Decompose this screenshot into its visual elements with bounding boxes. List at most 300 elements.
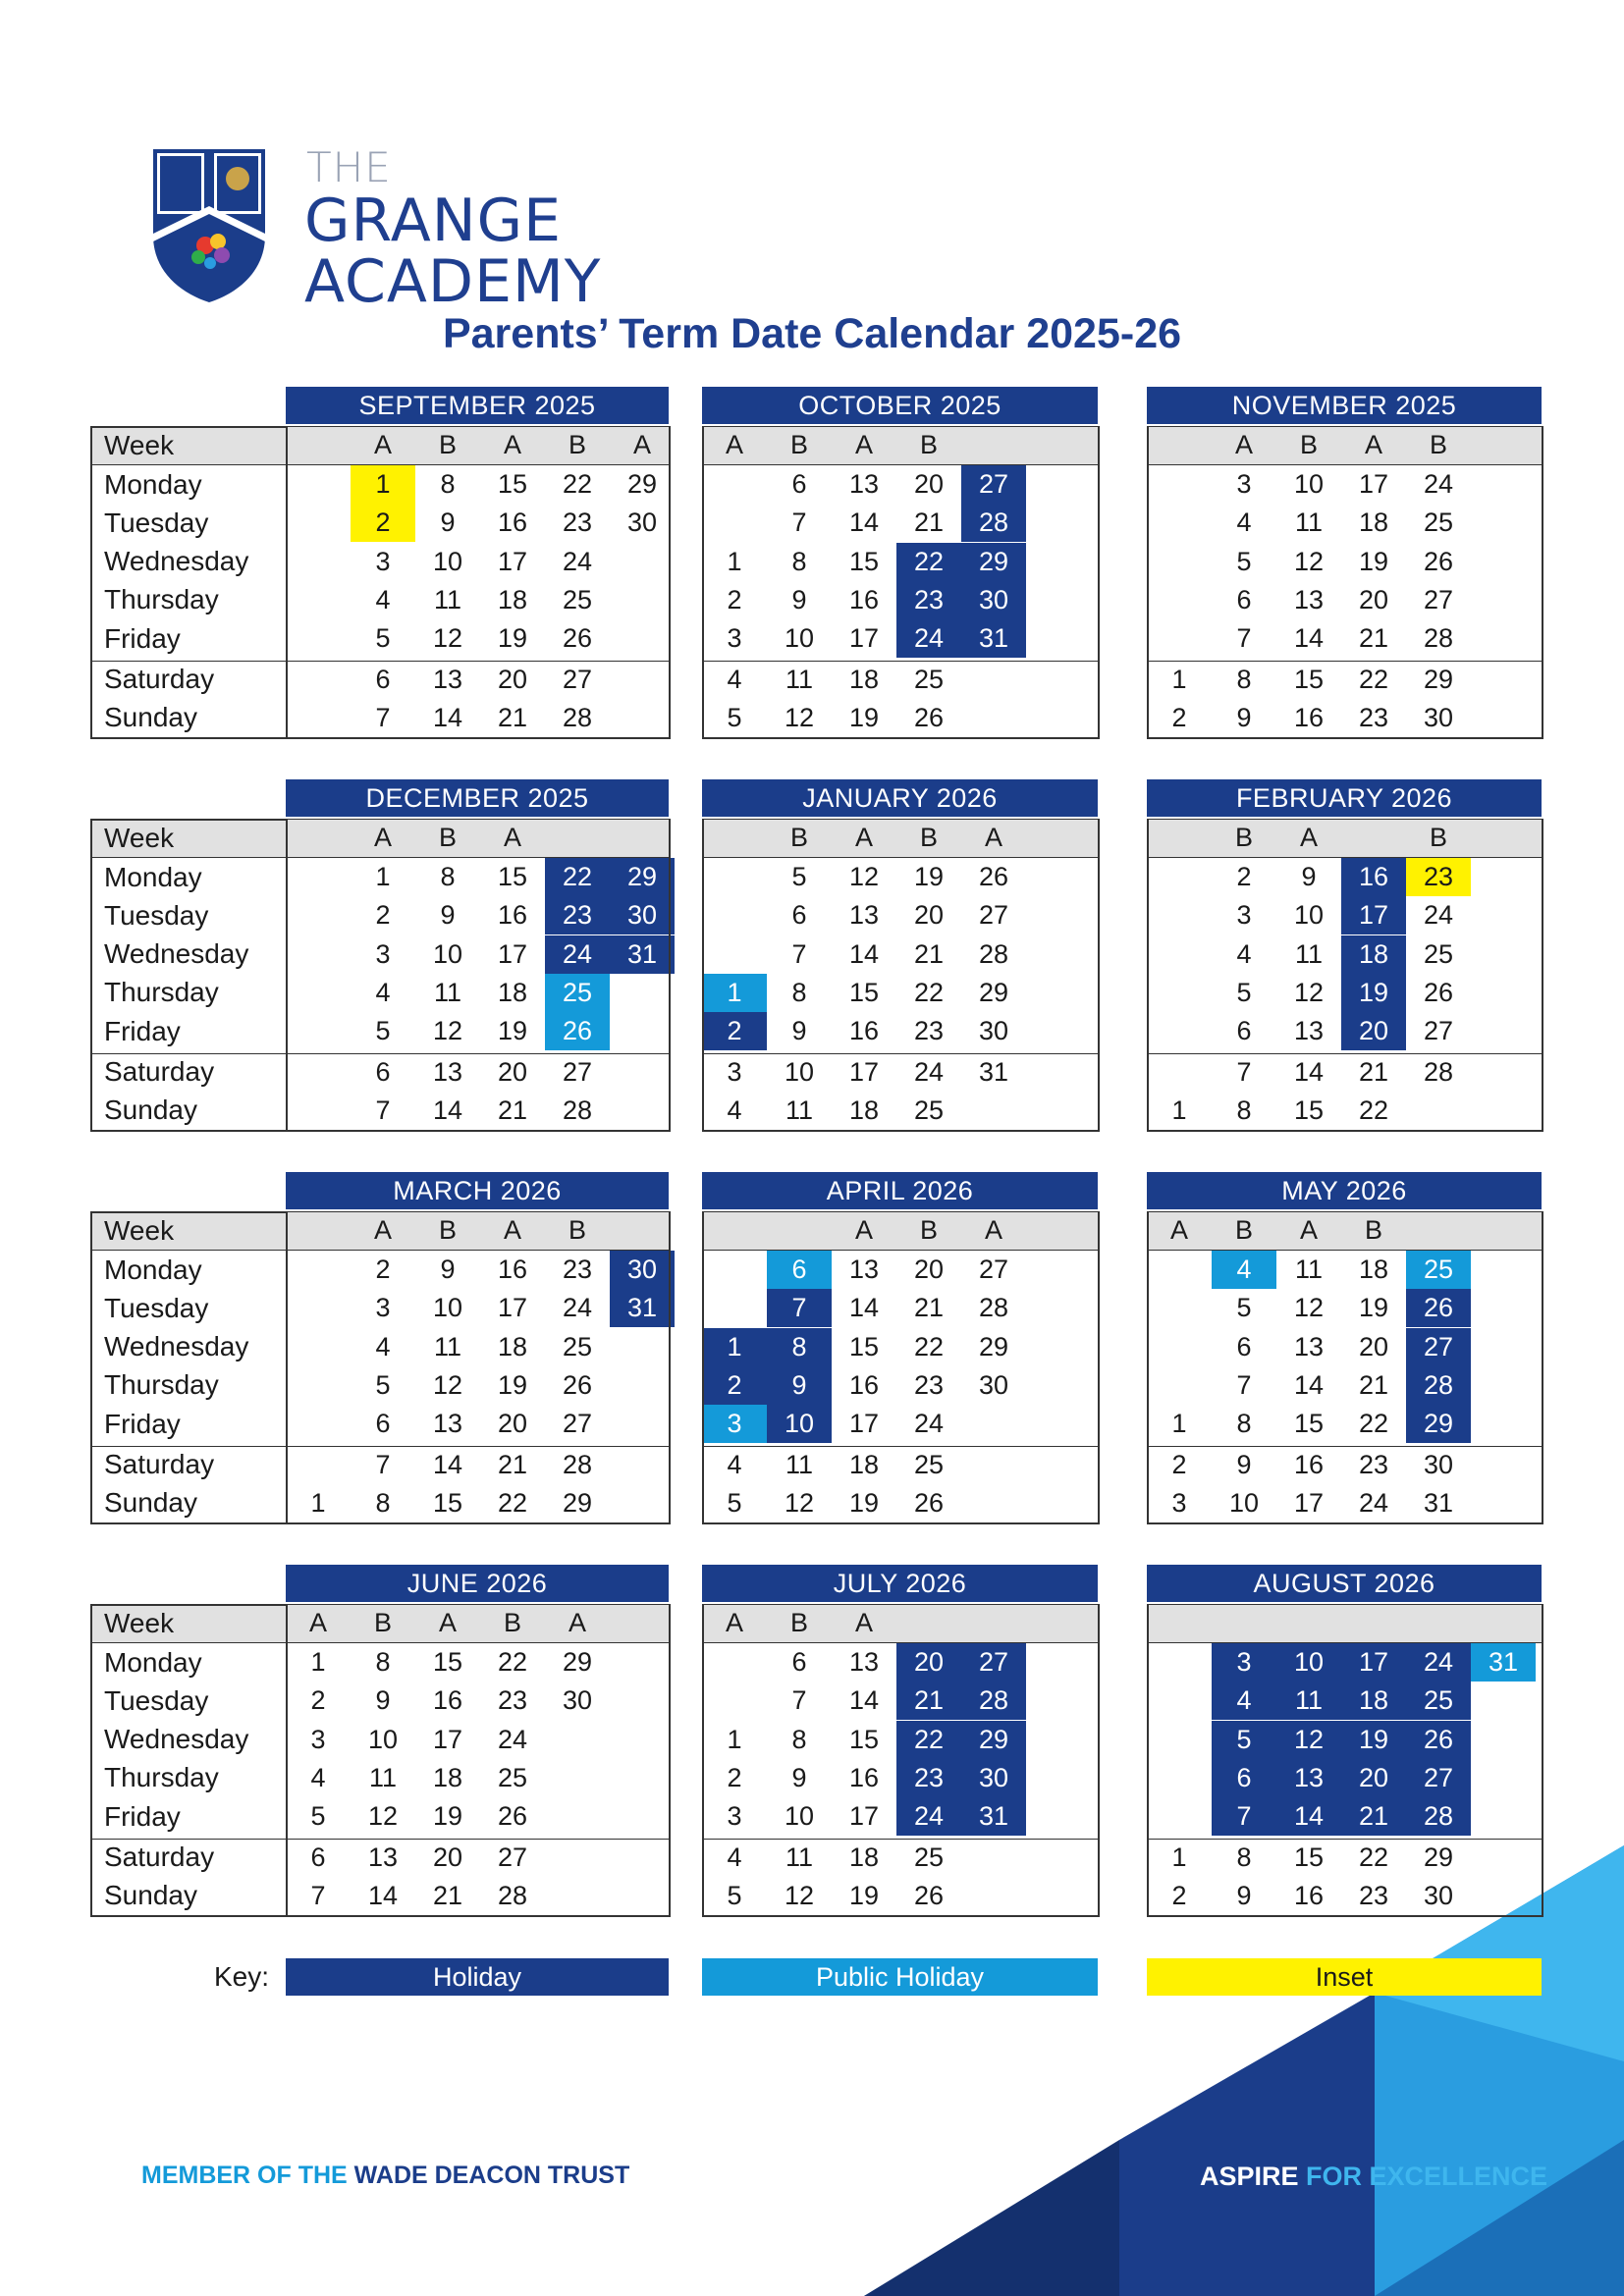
day-cell: 3: [1236, 900, 1252, 931]
day-cell: 10: [432, 1293, 463, 1323]
day-cell: 24: [497, 1724, 528, 1754]
day-cell: 22: [497, 1487, 528, 1518]
day-cell: 19: [1358, 546, 1389, 576]
day-cell: 2: [727, 584, 742, 614]
panel-border-bottom: [702, 1522, 1100, 1524]
week-label: Week: [104, 1215, 175, 1246]
week-letter: B: [1429, 823, 1447, 852]
day-cell: 26: [913, 1880, 945, 1910]
day-cell: 22: [896, 543, 961, 581]
day-label-saturday: Saturday: [104, 1056, 215, 1087]
day-cell: 8: [791, 977, 807, 1007]
day-cell: 4: [1212, 1251, 1276, 1289]
label-weekend-divider: [90, 661, 286, 663]
day-cell: 1: [1171, 664, 1187, 694]
day-cell: 19: [497, 1016, 528, 1046]
day-cell: 17: [497, 546, 528, 576]
day-cell: 18: [848, 1095, 880, 1125]
week-letter: A: [854, 823, 873, 852]
day-cell: 12: [1293, 977, 1325, 1007]
day-cell: 26: [1423, 546, 1454, 576]
day-cell: 6: [1212, 1759, 1276, 1797]
day-cell: 26: [1406, 1721, 1471, 1759]
day-cell: 8: [375, 1647, 391, 1677]
day-cell: 18: [848, 1449, 880, 1479]
day-cell: 23: [913, 1016, 945, 1046]
day-cell: 24: [896, 619, 961, 658]
day-cell: 5: [375, 1369, 391, 1400]
weekend-divider: [286, 1446, 671, 1448]
day-cell: 11: [368, 1762, 398, 1792]
day-cell: 10: [367, 1724, 399, 1754]
day-cell: 17: [497, 938, 528, 969]
day-cell: 11: [785, 664, 814, 694]
day-cell: 4: [375, 1331, 391, 1362]
day-cell: 18: [1358, 507, 1389, 538]
day-cell: 4: [727, 1842, 742, 1872]
day-cell: 12: [784, 1880, 815, 1910]
day-cell: 7: [375, 1095, 391, 1125]
day-cell: 9: [1301, 862, 1317, 891]
day-cell: 11: [785, 1449, 814, 1479]
day-cell: 18: [848, 1842, 880, 1872]
day-cell: 25: [913, 1095, 945, 1125]
day-cell: 1: [375, 862, 391, 891]
label-border-left: [90, 1604, 92, 1915]
panel-border-left: [702, 1211, 704, 1522]
day-cell: 17: [497, 1293, 528, 1323]
week-letter: A: [503, 823, 521, 852]
day-cell: 21: [497, 702, 528, 732]
panel-border-bottom: [286, 1915, 671, 1917]
day-cell: 25: [1406, 1682, 1471, 1720]
panel-border-right: [1098, 426, 1100, 737]
day-cell: 8: [375, 1487, 391, 1518]
week-letter: B: [919, 430, 938, 459]
day-cell: 16: [497, 900, 528, 931]
day-cell: 20: [913, 469, 945, 499]
day-cell: 1: [1171, 1095, 1187, 1125]
month-header-june-2026: JUNE 2026: [286, 1565, 669, 1602]
day-cell: 10: [784, 1056, 815, 1087]
day-cell: 3: [375, 1293, 391, 1323]
week-letter: A: [1169, 1215, 1188, 1245]
day-cell: 4: [310, 1762, 326, 1792]
day-cell: 31: [978, 1056, 1009, 1087]
day-cell: 24: [545, 935, 610, 974]
panel-border-left: [702, 426, 704, 737]
day-cell: 24: [562, 546, 593, 576]
panel-border-left: [286, 426, 288, 737]
panel-border-bottom: [286, 1522, 671, 1524]
panel-border-left: [286, 819, 288, 1130]
week-letter: A: [854, 1215, 873, 1245]
footer-trust-prefix: MEMBER OF THE: [141, 2162, 354, 2189]
day-cell: 27: [961, 465, 1026, 504]
day-cell: 25: [913, 1449, 945, 1479]
day-cell: 28: [961, 504, 1026, 542]
weekend-divider: [286, 1053, 671, 1055]
day-label-friday: Friday: [104, 622, 181, 654]
week-letter: A: [984, 1215, 1002, 1245]
day-cell: 28: [1423, 1056, 1454, 1087]
day-cell: 3: [375, 546, 391, 576]
day-cell: 21: [432, 1880, 463, 1910]
day-cell: 12: [367, 1801, 399, 1832]
day-cell: 18: [1358, 1255, 1389, 1284]
day-cell: 25: [545, 974, 610, 1012]
day-cell: 13: [1293, 1331, 1325, 1362]
day-cell: 5: [1236, 1293, 1252, 1323]
day-cell: 21: [1341, 1797, 1406, 1836]
day-cell: 9: [791, 584, 807, 614]
day-cell: 5: [1236, 977, 1252, 1007]
day-cell: 24: [1423, 469, 1454, 499]
day-cell: 26: [562, 1369, 593, 1400]
day-cell: 15: [432, 1647, 463, 1677]
day-cell: 23: [913, 1369, 945, 1400]
day-cell: 30: [1423, 1880, 1454, 1910]
day-cell: 14: [367, 1880, 399, 1910]
day-cell: 3: [727, 1056, 742, 1087]
day-cell: 2: [702, 1012, 767, 1050]
label-border-bottom: [90, 737, 286, 739]
day-cell: 8: [767, 1328, 832, 1366]
day-cell: 6: [791, 900, 807, 931]
day-cell: 20: [497, 664, 528, 694]
panel-border-bottom: [702, 737, 1100, 739]
day-cell: 28: [1423, 623, 1454, 654]
day-cell: 10: [784, 623, 815, 654]
day-cell: 1: [1171, 1842, 1187, 1872]
day-cell: 16: [497, 507, 528, 538]
day-cell: 30: [626, 507, 658, 538]
month-header-october-2025: OCTOBER 2025: [702, 387, 1098, 424]
day-cell: 22: [497, 1647, 528, 1677]
month-header-september-2025: SEPTEMBER 2025: [286, 387, 669, 424]
day-cell: 25: [562, 584, 593, 614]
day-cell: 12: [432, 1016, 463, 1046]
day-cell: 12: [1293, 546, 1325, 576]
week-letter: A: [438, 1608, 457, 1637]
week-label: Week: [104, 430, 175, 460]
weekend-divider: [702, 1053, 1100, 1055]
weekend-divider: [1147, 1053, 1543, 1055]
week-letter: B: [438, 1215, 457, 1245]
day-cell: 16: [1293, 702, 1325, 732]
day-cell: 16: [848, 1369, 880, 1400]
day-cell: 23: [562, 507, 593, 538]
day-cell: 8: [791, 546, 807, 576]
day-cell: 7: [375, 1449, 391, 1479]
day-cell: 13: [848, 900, 880, 931]
day-cell: 12: [1293, 1293, 1325, 1323]
day-cell: 26: [562, 623, 593, 654]
day-cell: 9: [791, 1016, 807, 1046]
day-cell: 10: [1293, 469, 1325, 499]
day-cell: 4: [1236, 938, 1252, 969]
day-cell: 6: [767, 1251, 832, 1289]
label-border-bottom: [90, 1915, 286, 1917]
week-letter: B: [1299, 430, 1318, 459]
day-cell: 23: [896, 1759, 961, 1797]
day-cell: 3: [375, 938, 391, 969]
day-cell: 24: [1423, 900, 1454, 931]
day-cell: 8: [1236, 1842, 1252, 1872]
day-cell: 16: [497, 1255, 528, 1284]
month-header-march-2026: MARCH 2026: [286, 1172, 669, 1209]
day-label-wednesday: Wednesday: [104, 1724, 249, 1755]
day-cell: 15: [1293, 1409, 1325, 1439]
day-cell: 2: [702, 1366, 767, 1405]
day-cell: 29: [961, 543, 1026, 581]
day-label-tuesday: Tuesday: [104, 899, 209, 931]
day-cell: 7: [791, 1685, 807, 1716]
week-letter: B: [438, 430, 457, 459]
day-cell: 11: [1294, 1255, 1324, 1284]
day-cell: 11: [1276, 1682, 1341, 1720]
footer-motto-aspire: ASPIRE: [1200, 2162, 1307, 2191]
day-cell: 18: [497, 1331, 528, 1362]
week-letter: A: [373, 1215, 392, 1245]
day-cell: 24: [913, 1409, 945, 1439]
weekend-divider: [1147, 1446, 1543, 1448]
day-cell: 15: [1293, 664, 1325, 694]
panel-border-left: [1147, 426, 1149, 737]
day-cell: 4: [375, 584, 391, 614]
day-cell: 24: [1406, 1643, 1471, 1682]
day-cell: 29: [1423, 1842, 1454, 1872]
week-letter: A: [373, 823, 392, 852]
month-header-april-2026: APRIL 2026: [702, 1172, 1098, 1209]
day-cell: 27: [562, 1409, 593, 1439]
day-cell: 20: [896, 1643, 961, 1682]
day-cell: 22: [1358, 1095, 1389, 1125]
day-cell: 3: [727, 1801, 742, 1832]
panel-border-right: [669, 819, 671, 1130]
logo-the: THE: [306, 143, 392, 191]
day-cell: 3: [702, 1405, 767, 1443]
day-cell: 26: [1423, 977, 1454, 1007]
day-cell: 2: [727, 1762, 742, 1792]
day-cell: 14: [848, 938, 880, 969]
day-cell: 21: [1358, 623, 1389, 654]
day-cell: 29: [626, 469, 658, 499]
day-cell: 25: [1423, 507, 1454, 538]
day-cell: 3: [1212, 1643, 1276, 1682]
day-cell: 19: [913, 862, 945, 891]
day-cell: 11: [433, 1331, 462, 1362]
day-cell: 14: [1276, 1797, 1341, 1836]
day-cell: 26: [1406, 1289, 1471, 1327]
day-cell: 1: [727, 546, 742, 576]
week-letter: B: [919, 823, 938, 852]
day-cell: 12: [784, 702, 815, 732]
day-cell: 3: [727, 623, 742, 654]
weekend-divider: [702, 1839, 1100, 1841]
panel-border-left: [1147, 1604, 1149, 1915]
day-cell: 18: [432, 1762, 463, 1792]
day-cell: 15: [848, 1331, 880, 1362]
week-letter: B: [919, 1215, 938, 1245]
day-cell: 18: [848, 664, 880, 694]
day-cell: 2: [1171, 1880, 1187, 1910]
day-cell: 16: [848, 1016, 880, 1046]
day-cell: 28: [978, 938, 1009, 969]
day-label-saturday: Saturday: [104, 1449, 215, 1479]
day-cell: 6: [310, 1842, 326, 1872]
day-cell: 21: [913, 1293, 945, 1323]
day-cell: 9: [440, 1255, 456, 1284]
day-label-saturday: Saturday: [104, 664, 215, 694]
day-cell: 20: [1341, 1012, 1406, 1050]
day-cell: 20: [1358, 584, 1389, 614]
day-cell: 10: [1293, 900, 1325, 931]
day-cell: 28: [562, 702, 593, 732]
week-letter: A: [1234, 430, 1253, 459]
day-cell: 28: [1406, 1797, 1471, 1836]
day-cell: 15: [432, 1487, 463, 1518]
day-cell: 19: [848, 702, 880, 732]
day-cell: 17: [848, 623, 880, 654]
day-cell: 29: [1406, 1405, 1471, 1443]
day-cell: 19: [848, 1487, 880, 1518]
day-cell: 23: [1358, 1449, 1389, 1479]
weekend-divider: [702, 1446, 1100, 1448]
day-cell: 23: [545, 896, 610, 934]
weekend-divider: [1147, 1839, 1543, 1841]
day-cell: 1: [727, 1724, 742, 1754]
day-cell: 22: [1358, 1409, 1389, 1439]
weekend-divider: [286, 661, 671, 663]
day-cell: 31: [610, 935, 675, 974]
day-cell: 21: [497, 1449, 528, 1479]
footer-motto-excellence: FOR EXCELLENCE: [1306, 2162, 1548, 2191]
day-cell: 4: [375, 977, 391, 1007]
day-cell: 28: [1406, 1366, 1471, 1405]
panel-border-bottom: [1147, 737, 1543, 739]
day-cell: 27: [1406, 1759, 1471, 1797]
day-cell: 7: [1236, 623, 1252, 654]
day-cell: 17: [1358, 469, 1389, 499]
day-cell: 19: [1358, 1293, 1389, 1323]
weekend-divider: [702, 661, 1100, 663]
day-cell: 1: [702, 974, 767, 1012]
day-cell: 25: [913, 664, 945, 694]
day-cell: 14: [432, 1095, 463, 1125]
day-label-thursday: Thursday: [104, 584, 219, 615]
day-cell: 15: [848, 977, 880, 1007]
day-cell: 31: [961, 1797, 1026, 1836]
day-cell: 13: [432, 664, 463, 694]
day-cell: 7: [375, 702, 391, 732]
week-letter: A: [984, 823, 1002, 852]
day-cell: 29: [961, 1721, 1026, 1759]
day-cell: 28: [497, 1880, 528, 1910]
day-cell: 25: [913, 1842, 945, 1872]
week-letter: B: [503, 1608, 521, 1637]
day-cell: 9: [375, 1685, 391, 1716]
day-cell: 31: [961, 619, 1026, 658]
day-cell: 10: [432, 546, 463, 576]
week-letter: A: [373, 430, 392, 459]
day-cell: 6: [1236, 584, 1252, 614]
day-cell: 15: [497, 469, 528, 499]
day-cell: 16: [848, 1762, 880, 1792]
day-cell: 4: [1236, 507, 1252, 538]
day-cell: 10: [784, 1801, 815, 1832]
panel-border-right: [669, 1604, 671, 1915]
day-cell: 17: [848, 1801, 880, 1832]
day-cell: 13: [1293, 1016, 1325, 1046]
panel-border-right: [1542, 1604, 1543, 1915]
day-cell: 14: [1293, 1056, 1325, 1087]
day-label-sunday: Sunday: [104, 1880, 197, 1911]
day-cell: 27: [978, 1255, 1009, 1284]
day-cell: 28: [978, 1293, 1009, 1323]
day-cell: 5: [791, 862, 807, 891]
day-cell: 3: [1171, 1487, 1187, 1518]
day-cell: 11: [433, 584, 462, 614]
day-cell: 30: [1423, 702, 1454, 732]
day-cell: 9: [1236, 1880, 1252, 1910]
day-cell: 5: [727, 702, 742, 732]
day-cell: 28: [961, 1682, 1026, 1720]
panel-border-right: [1098, 1604, 1100, 1915]
weekend-divider: [1147, 661, 1543, 663]
week-letter: A: [1364, 430, 1382, 459]
day-cell: 2: [1171, 702, 1187, 732]
label-border-bottom: [90, 1130, 286, 1132]
day-cell: 21: [1358, 1369, 1389, 1400]
day-cell: 28: [562, 1095, 593, 1125]
panel-border-bottom: [1147, 1522, 1543, 1524]
day-cell: 20: [1341, 1759, 1406, 1797]
day-cell: 13: [367, 1842, 399, 1872]
day-cell: 19: [432, 1801, 463, 1832]
day-cell: 24: [562, 1293, 593, 1323]
day-cell: 29: [562, 1647, 593, 1677]
day-cell: 29: [1423, 664, 1454, 694]
day-cell: 10: [1276, 1643, 1341, 1682]
day-cell: 4: [727, 1449, 742, 1479]
day-cell: 19: [1341, 974, 1406, 1012]
day-cell: 2: [351, 504, 415, 542]
day-label-monday: Monday: [104, 468, 202, 500]
day-cell: 10: [432, 938, 463, 969]
day-cell: 2: [310, 1685, 326, 1716]
day-label-wednesday: Wednesday: [104, 1331, 249, 1362]
day-cell: 30: [610, 1251, 675, 1289]
panel-border-left: [1147, 819, 1149, 1130]
day-cell: 6: [375, 1056, 391, 1087]
panel-border-left: [1147, 1211, 1149, 1522]
day-cell: 27: [1423, 1016, 1454, 1046]
day-cell: 19: [497, 1369, 528, 1400]
day-cell: 20: [913, 1255, 945, 1284]
panel-border-right: [1542, 1211, 1543, 1522]
day-cell: 13: [1276, 1759, 1341, 1797]
day-cell: 14: [848, 507, 880, 538]
day-cell: 29: [610, 858, 675, 896]
day-cell: 7: [1212, 1797, 1276, 1836]
day-cell: 23: [1406, 858, 1471, 896]
day-cell: 7: [310, 1880, 326, 1910]
day-cell: 5: [310, 1801, 326, 1832]
day-label-friday: Friday: [104, 1015, 181, 1046]
panel-border-bottom: [702, 1130, 1100, 1132]
day-cell: 14: [1293, 623, 1325, 654]
